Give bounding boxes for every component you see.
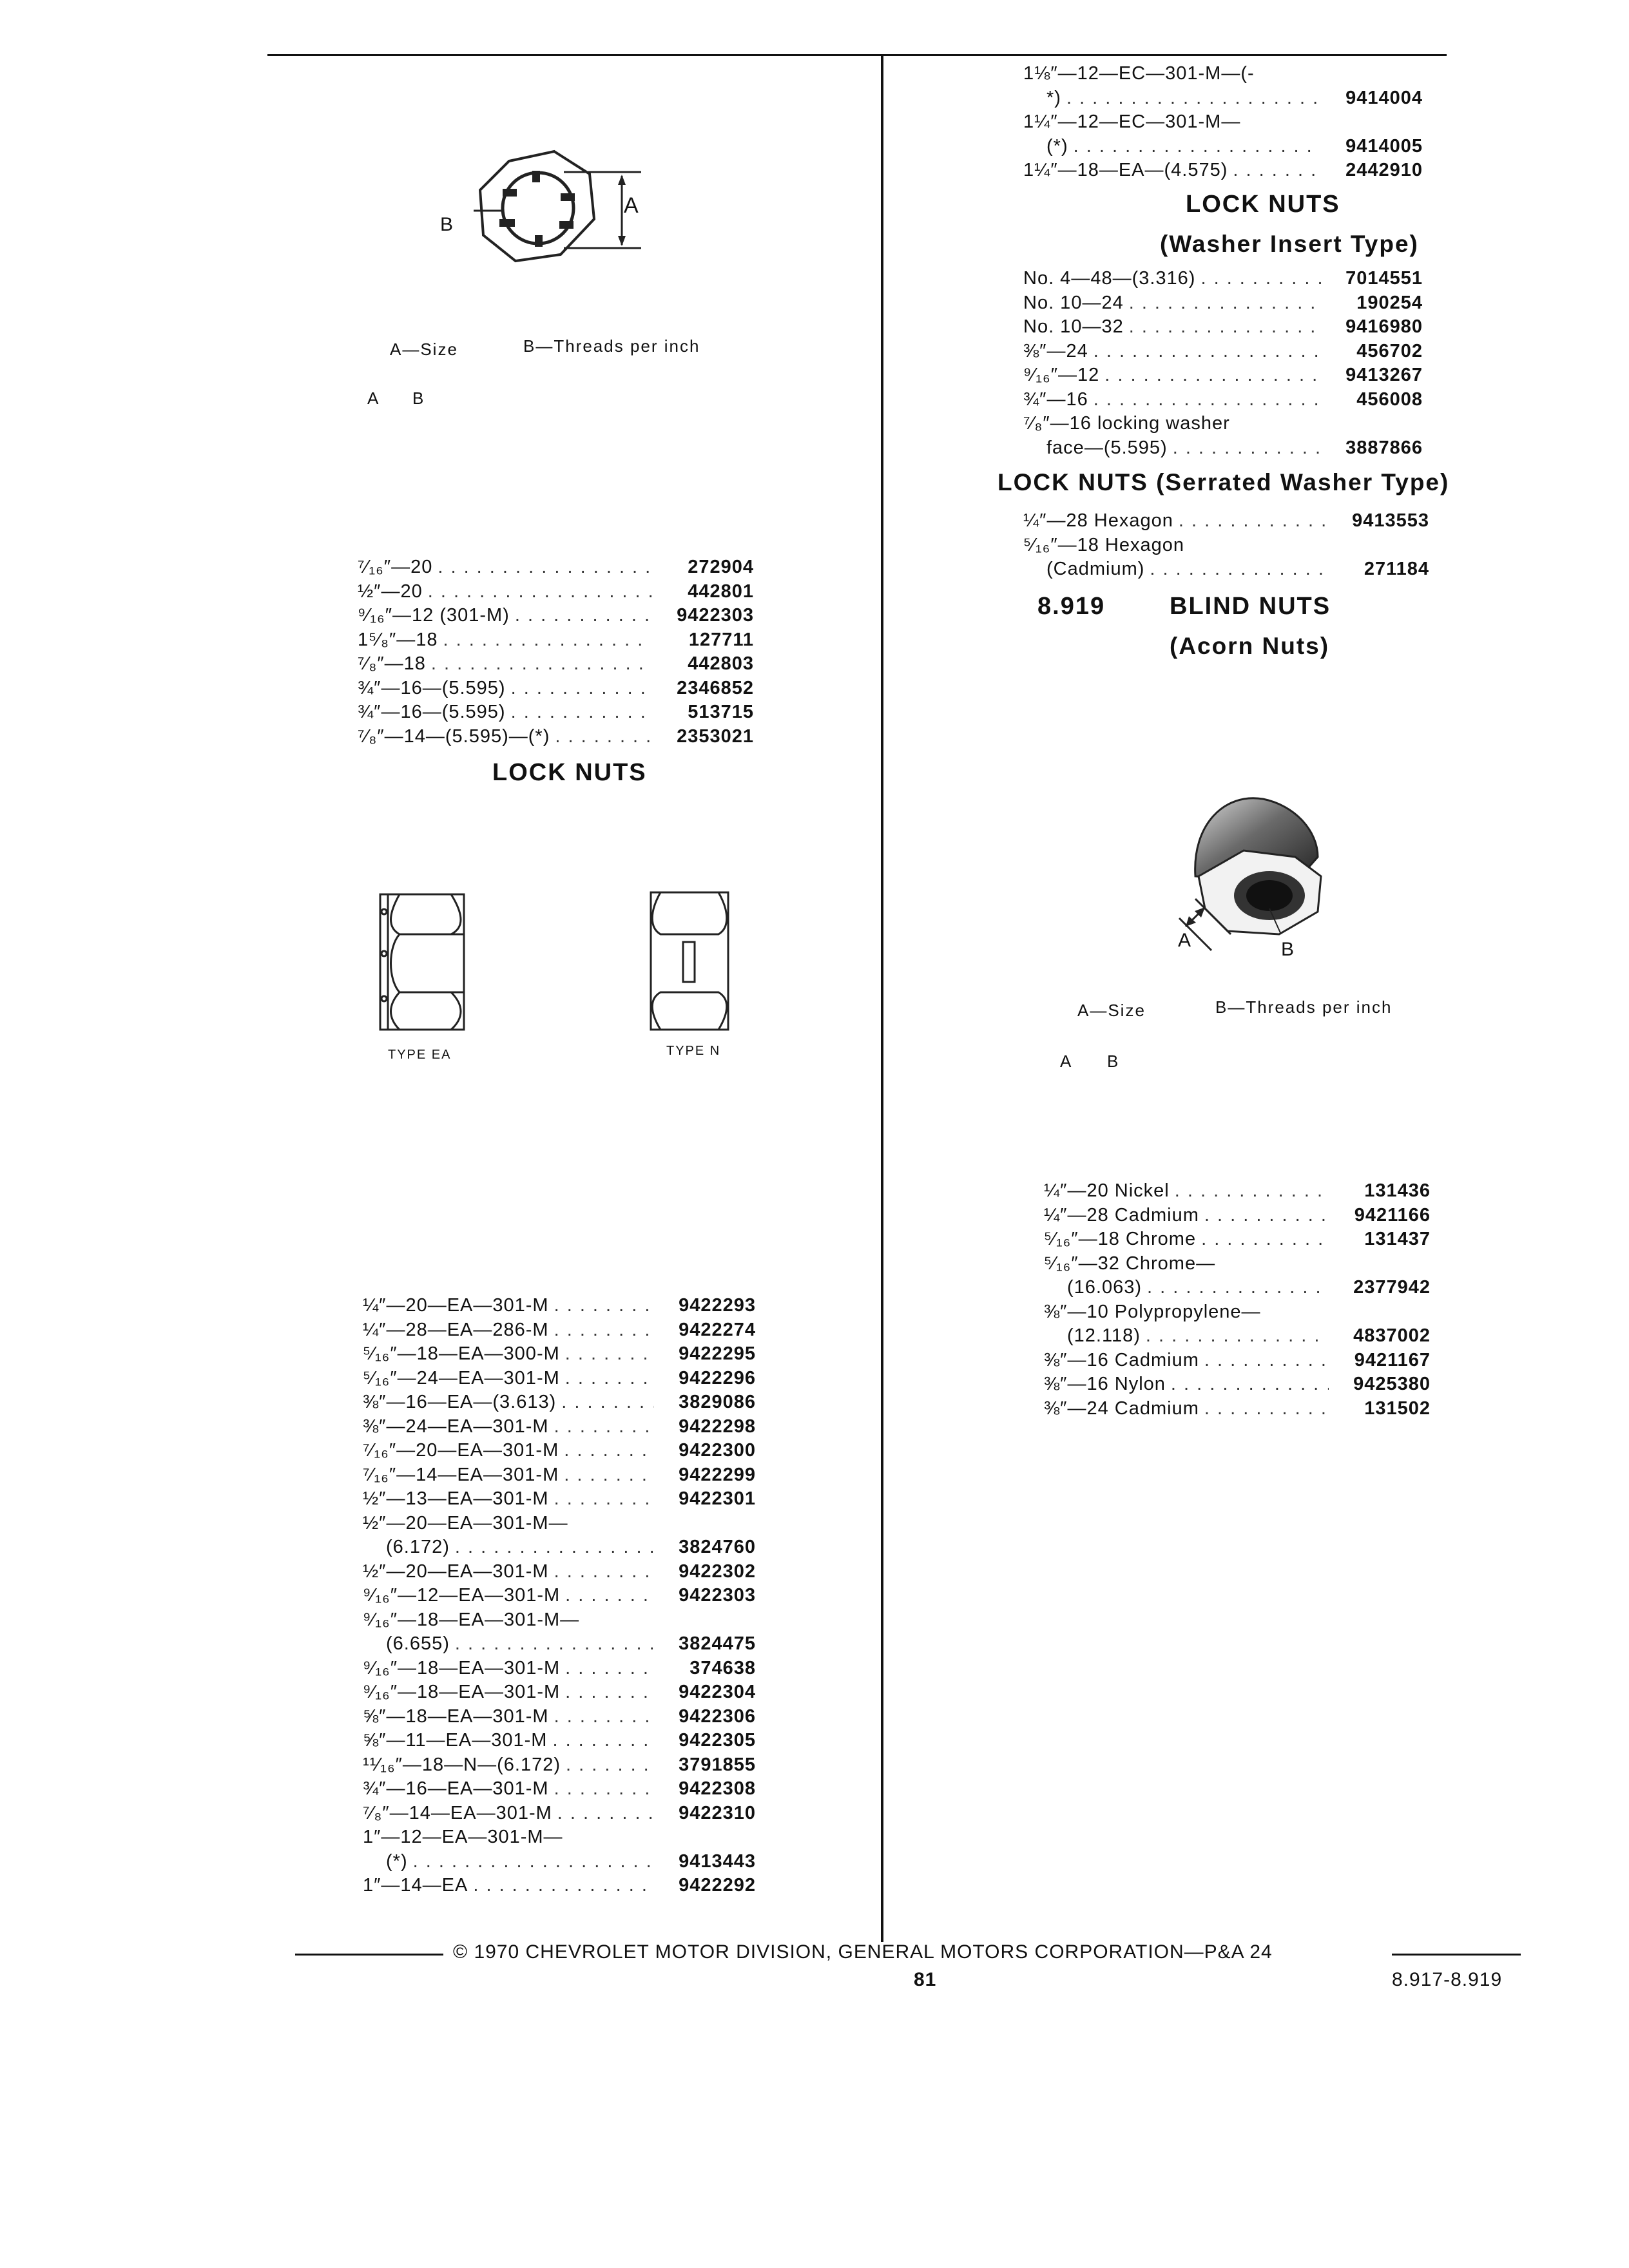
part-description: No. 10—32 bbox=[1023, 316, 1124, 337]
part-number: 190254 bbox=[1356, 292, 1423, 313]
dot-leader bbox=[473, 1874, 654, 1898]
part-number: 2442910 bbox=[1345, 160, 1423, 180]
part-number: 3887866 bbox=[1345, 437, 1423, 458]
right-list-washer-insert-row bbox=[1023, 267, 1423, 291]
part-description: ½″—20 bbox=[358, 581, 423, 602]
diagram1-label-b: B bbox=[440, 214, 455, 235]
right-list-serrated-rows bbox=[1023, 509, 1429, 582]
part-description: No. 10—24 bbox=[1023, 292, 1124, 313]
footer-page-number: 81 bbox=[914, 1969, 937, 1990]
left-list-2-row bbox=[363, 1463, 756, 1488]
part-description: 1⁵⁄₈″—18 bbox=[358, 629, 438, 650]
diagram3-label-b: B bbox=[1281, 939, 1296, 960]
dot-leader bbox=[561, 1390, 654, 1415]
right-heading-blind-nuts: BLIND NUTS bbox=[1170, 593, 1331, 620]
part-description: ⁵⁄₁₆″—32 Chrome— bbox=[1044, 1253, 1216, 1274]
part-description: ½″—13—EA—301-M bbox=[363, 1488, 549, 1509]
left-list-1-rows bbox=[358, 555, 754, 749]
left-col-b: B bbox=[412, 389, 425, 408]
part-number: 9422306 bbox=[679, 1706, 756, 1727]
part-description: ⁹⁄₁₆″—12 (301-M) bbox=[358, 605, 510, 626]
right-list-blind-row bbox=[1044, 1276, 1431, 1300]
right-heading-lock-nuts: LOCK NUTS bbox=[1186, 191, 1340, 218]
footer-section-range: 8.917-8.919 bbox=[1392, 1969, 1503, 1990]
part-number: 442801 bbox=[688, 581, 754, 602]
part-description: face—(5.595) bbox=[1046, 437, 1168, 458]
left-list-2-row bbox=[363, 1802, 756, 1826]
slotted-nut-diagram bbox=[425, 139, 657, 287]
right-list-washer-insert-row bbox=[1023, 291, 1423, 316]
part-description: ¼″—28 Cadmium bbox=[1044, 1204, 1199, 1225]
right-list-blind-row bbox=[1044, 1252, 1431, 1276]
part-number: 2353021 bbox=[677, 726, 754, 747]
right-list-blind-row bbox=[1044, 1349, 1431, 1373]
dot-leader bbox=[1066, 86, 1321, 111]
dot-leader bbox=[1233, 159, 1321, 183]
left-list-2 bbox=[363, 1294, 756, 1898]
left-list-2-row bbox=[363, 1487, 756, 1512]
dot-leader bbox=[1074, 135, 1321, 159]
part-number: 3791855 bbox=[679, 1754, 756, 1775]
dot-leader bbox=[1094, 388, 1321, 412]
dot-leader bbox=[431, 652, 652, 677]
right-list-serrated-row bbox=[1023, 557, 1429, 582]
left-list-2-row bbox=[363, 1560, 756, 1584]
left-list-1-row bbox=[358, 677, 754, 701]
dot-leader bbox=[428, 580, 652, 604]
left-list-2-row bbox=[363, 1439, 756, 1463]
part-number: 9422304 bbox=[679, 1682, 756, 1702]
dot-leader bbox=[565, 1367, 654, 1391]
part-number: 513715 bbox=[688, 702, 754, 722]
left-list-2-row bbox=[363, 1390, 756, 1415]
right-list-washer-insert-row bbox=[1023, 436, 1423, 461]
part-number: 9422305 bbox=[679, 1730, 756, 1751]
diagram1-label-a: A bbox=[624, 193, 640, 218]
dot-leader bbox=[1204, 1204, 1329, 1228]
dot-leader bbox=[455, 1632, 654, 1657]
left-list-1 bbox=[358, 555, 754, 749]
left-list-1-row bbox=[358, 725, 754, 749]
right-list-washer-insert-rows bbox=[1023, 267, 1423, 460]
part-number: 9422303 bbox=[677, 605, 754, 626]
dot-leader bbox=[1147, 1276, 1329, 1300]
right-heading-serrated: LOCK NUTS (Serrated Washer Type) bbox=[998, 469, 1450, 495]
part-description: (6.655) bbox=[386, 1633, 450, 1654]
part-number: 9413443 bbox=[679, 1850, 756, 1872]
part-number: 9413553 bbox=[1352, 510, 1429, 531]
left-list-1-row bbox=[358, 555, 754, 580]
right-list-top-row bbox=[1023, 135, 1423, 159]
dot-leader bbox=[1129, 291, 1321, 316]
right-list-blind-row bbox=[1044, 1204, 1431, 1228]
part-number: 131436 bbox=[1364, 1180, 1431, 1201]
right-list-washer-insert bbox=[1023, 267, 1423, 460]
dot-leader bbox=[1129, 315, 1321, 340]
right-list-washer-insert-row bbox=[1023, 363, 1423, 388]
right-list-top bbox=[1023, 62, 1423, 183]
left-list-2-row bbox=[363, 1415, 756, 1439]
left-list-2-row bbox=[363, 1367, 756, 1391]
part-number: 9422308 bbox=[679, 1778, 756, 1799]
part-number: 9422274 bbox=[679, 1319, 756, 1340]
part-number: 9422296 bbox=[679, 1367, 756, 1389]
part-description: ¾″—16 bbox=[1023, 389, 1088, 410]
left-list-2-row bbox=[363, 1294, 756, 1318]
part-description: ¼″—20—EA—301-M bbox=[363, 1295, 549, 1316]
part-description: ½″—20—EA—301-M bbox=[363, 1561, 549, 1582]
part-number: 2377942 bbox=[1353, 1277, 1431, 1298]
right-list-serrated bbox=[1023, 509, 1429, 582]
footer-copyright: © 1970 CHEVROLET MOTOR DIVISION, GENERAL MOTORS CORPORATION—P&A 24 bbox=[453, 1941, 1273, 1963]
part-description: ¼″—28 Hexagon bbox=[1023, 510, 1173, 531]
dot-leader bbox=[443, 628, 652, 653]
part-description: 1″—12—EA—301-M— bbox=[363, 1827, 563, 1847]
dot-leader bbox=[1204, 1397, 1329, 1421]
left-list-2-row bbox=[363, 1825, 756, 1850]
right-list-washer-insert-row bbox=[1023, 412, 1423, 436]
left-list-2-row bbox=[363, 1632, 756, 1657]
dot-leader bbox=[1179, 509, 1327, 533]
part-description: 1¼″—18—EA—(4.575) bbox=[1023, 160, 1228, 180]
footer-rule-right bbox=[1392, 1954, 1521, 1956]
right-col-a: A bbox=[1060, 1052, 1073, 1071]
left-list-1-row bbox=[358, 580, 754, 604]
part-description: ⁷⁄₈″—14—EA—301-M bbox=[363, 1802, 552, 1823]
part-description: ½″—20—EA—301-M— bbox=[363, 1512, 568, 1533]
part-number: 9422303 bbox=[679, 1585, 756, 1606]
right-list-blind-row bbox=[1044, 1227, 1431, 1252]
right-list-blind-row bbox=[1044, 1324, 1431, 1349]
right-list-blind-row bbox=[1044, 1179, 1431, 1204]
part-number: 7014551 bbox=[1345, 268, 1423, 289]
part-number: 131437 bbox=[1364, 1229, 1431, 1249]
part-number: 131502 bbox=[1364, 1398, 1431, 1419]
left-list-2-row bbox=[363, 1729, 756, 1753]
part-number: 271184 bbox=[1364, 559, 1429, 579]
part-number: 9421166 bbox=[1354, 1204, 1431, 1225]
part-description: (16.063) bbox=[1067, 1277, 1142, 1298]
part-description: ¾″—16—(5.595) bbox=[358, 702, 506, 722]
part-description: ⁷⁄₈″—16 locking washer bbox=[1023, 413, 1230, 434]
part-number: 9422300 bbox=[679, 1440, 756, 1461]
right-list-top-row bbox=[1023, 62, 1423, 86]
left-list-2-row bbox=[363, 1318, 756, 1343]
part-number: 4837002 bbox=[1353, 1325, 1431, 1346]
right-list-top-rows bbox=[1023, 62, 1423, 183]
dot-leader bbox=[564, 1463, 654, 1488]
right-list-serrated-row bbox=[1023, 509, 1429, 533]
part-number: 9414004 bbox=[1345, 87, 1423, 108]
part-description: ⅜″—24 bbox=[1023, 340, 1088, 361]
part-description: 1″—14—EA bbox=[363, 1875, 468, 1896]
part-description: ⅝″—11—EA—301-M bbox=[363, 1730, 548, 1751]
top-rule bbox=[267, 54, 1447, 56]
part-description: (12.118) bbox=[1067, 1325, 1141, 1346]
left-list-2-row bbox=[363, 1535, 756, 1560]
part-description: ⁵⁄₁₆″—18 Chrome bbox=[1044, 1229, 1197, 1249]
right-list-top-row bbox=[1023, 86, 1423, 111]
part-description: ⅜″—24 Cadmium bbox=[1044, 1398, 1199, 1419]
left-list-2-row bbox=[363, 1342, 756, 1367]
footer-rule-left bbox=[295, 1954, 443, 1956]
part-number: 9422298 bbox=[679, 1416, 756, 1437]
left-heading-lock-nuts: LOCK NUTS bbox=[492, 759, 647, 786]
part-description: No. 4—48—(3.316) bbox=[1023, 268, 1196, 289]
part-description: ⁹⁄₁₆″—18—EA—301-M bbox=[363, 1682, 561, 1702]
part-description: ⁹⁄₁₆″—12—EA—301-M bbox=[363, 1585, 561, 1606]
part-description: ⁷⁄₈″—14—(5.595)—(*) bbox=[358, 726, 550, 747]
part-description: ⁷⁄₁₆″—14—EA—301-M bbox=[363, 1464, 559, 1485]
part-number: 3824760 bbox=[679, 1537, 756, 1557]
dot-leader bbox=[1200, 267, 1321, 291]
dot-leader bbox=[1094, 340, 1321, 364]
part-description: *) bbox=[1046, 87, 1061, 108]
left-list-2-row bbox=[363, 1512, 756, 1536]
right-list-serrated-row bbox=[1023, 533, 1429, 558]
diagram1-caption-b: B—Threads per inch bbox=[523, 336, 700, 356]
left-list-2-row bbox=[363, 1584, 756, 1608]
right-col-b: B bbox=[1107, 1052, 1120, 1071]
dot-leader bbox=[511, 677, 652, 701]
part-number: 9422310 bbox=[679, 1802, 756, 1823]
diagram1-caption-a: A—Size bbox=[390, 340, 458, 359]
dot-leader bbox=[511, 700, 652, 725]
dot-leader bbox=[1175, 1179, 1329, 1204]
dot-leader bbox=[565, 1680, 654, 1705]
part-description: ⅜″—16 Cadmium bbox=[1044, 1349, 1199, 1370]
left-list-2-row bbox=[363, 1753, 756, 1778]
part-description: 1¼″—12—EC—301-M— bbox=[1023, 111, 1241, 132]
part-description: ⁷⁄₁₆″—20—EA—301-M bbox=[363, 1440, 559, 1461]
dot-leader bbox=[565, 1657, 654, 1681]
dot-leader bbox=[1201, 1227, 1329, 1252]
part-description: ¹¹⁄₁₆″—18—N—(6.172) bbox=[363, 1754, 561, 1775]
left-list-1-row bbox=[358, 652, 754, 677]
dot-leader bbox=[554, 1318, 654, 1343]
part-description: ⁵⁄₁₆″—18—EA—300-M bbox=[363, 1343, 560, 1364]
right-list-blind-row bbox=[1044, 1300, 1431, 1325]
dot-leader bbox=[455, 1535, 654, 1560]
part-description: ¼″—28—EA—286-M bbox=[363, 1319, 549, 1340]
dot-leader bbox=[1150, 557, 1327, 582]
diagram3-caption-b: B—Threads per inch bbox=[1215, 997, 1393, 1017]
left-col-a: A bbox=[367, 389, 380, 408]
part-number: 9413267 bbox=[1345, 365, 1423, 385]
part-description: ⁹⁄₁₆″—18—EA—301-M— bbox=[363, 1609, 580, 1630]
part-description: (Cadmium) bbox=[1046, 559, 1145, 579]
dot-leader bbox=[438, 555, 652, 580]
part-number: 127711 bbox=[688, 629, 754, 650]
right-subheading-acorn: (Acorn Nuts) bbox=[1170, 633, 1330, 659]
lock-nut-types-diagram bbox=[367, 883, 754, 1050]
part-description: ⁹⁄₁₆″—12 bbox=[1023, 365, 1100, 385]
left-list-1-row bbox=[358, 700, 754, 725]
part-number: 9425380 bbox=[1353, 1374, 1431, 1394]
left-list-2-rows bbox=[363, 1294, 756, 1898]
right-list-blind bbox=[1044, 1179, 1431, 1421]
part-number: 3824475 bbox=[679, 1633, 756, 1654]
part-description: (*) bbox=[386, 1850, 408, 1872]
dot-leader bbox=[565, 1342, 654, 1367]
part-description: ¾″—16—(5.595) bbox=[358, 677, 506, 698]
part-number: 456702 bbox=[1356, 340, 1423, 361]
dot-leader bbox=[1146, 1324, 1329, 1349]
part-description: ⁵⁄₁₆″—24—EA—301-M bbox=[363, 1367, 560, 1389]
dot-leader bbox=[554, 1777, 654, 1802]
part-description: ⁵⁄₁₆″—18 Hexagon bbox=[1023, 534, 1185, 555]
left-list-2-row bbox=[363, 1608, 756, 1633]
dot-leader bbox=[1171, 1372, 1329, 1397]
dot-leader bbox=[554, 1487, 654, 1512]
right-list-washer-insert-row bbox=[1023, 388, 1423, 412]
left-list-1-row bbox=[358, 604, 754, 628]
section-number: 8.919 bbox=[1037, 593, 1106, 620]
dot-leader bbox=[413, 1850, 654, 1874]
part-number: 442803 bbox=[688, 653, 754, 674]
part-description: ⁷⁄₁₆″—20 bbox=[358, 557, 433, 577]
dot-leader bbox=[515, 604, 652, 628]
dot-leader bbox=[554, 1294, 654, 1318]
part-number: 9422301 bbox=[679, 1488, 756, 1509]
part-number: 9422299 bbox=[679, 1464, 756, 1485]
dot-leader bbox=[564, 1439, 654, 1463]
part-description: (6.172) bbox=[386, 1537, 450, 1557]
dot-leader bbox=[565, 1584, 654, 1608]
part-number: 272904 bbox=[688, 557, 754, 577]
part-number: 9422293 bbox=[679, 1295, 756, 1316]
part-description: ¾″—16—EA—301-M bbox=[363, 1778, 549, 1799]
diagram3-label-a: A bbox=[1178, 930, 1193, 951]
dot-leader bbox=[554, 1415, 654, 1439]
part-description: ¼″—20 Nickel bbox=[1044, 1180, 1170, 1201]
dot-leader bbox=[552, 1729, 654, 1753]
left-list-2-row bbox=[363, 1657, 756, 1681]
left-list-2-row bbox=[363, 1874, 756, 1898]
dot-leader bbox=[557, 1802, 654, 1826]
part-number: 456008 bbox=[1356, 389, 1423, 410]
part-number: 374638 bbox=[689, 1657, 756, 1678]
part-description: ⅜″—16 Nylon bbox=[1044, 1374, 1166, 1394]
right-list-washer-insert-row bbox=[1023, 315, 1423, 340]
part-number: 2346852 bbox=[677, 677, 754, 698]
part-description: ⅜″—16—EA—(3.613) bbox=[363, 1392, 557, 1412]
right-list-blind-rows bbox=[1044, 1179, 1431, 1421]
right-list-blind-row bbox=[1044, 1397, 1431, 1421]
left-list-2-row bbox=[363, 1850, 756, 1874]
left-list-1-row bbox=[358, 628, 754, 653]
part-number: 9421167 bbox=[1354, 1349, 1431, 1370]
dot-leader bbox=[566, 1753, 654, 1778]
right-subheading-washer-insert: (Washer Insert Type) bbox=[1160, 231, 1419, 257]
part-description: ⅝″—18—EA—301-M bbox=[363, 1706, 549, 1727]
type-n-label: TYPE N bbox=[666, 1044, 721, 1058]
dot-leader bbox=[1173, 436, 1321, 461]
part-description: (*) bbox=[1046, 135, 1068, 157]
right-list-blind-row bbox=[1044, 1372, 1431, 1397]
part-description: ⁷⁄₈″—18 bbox=[358, 653, 426, 674]
part-description: 1⅛″—12—EC—301-M—(- bbox=[1023, 63, 1255, 84]
part-number: 9416980 bbox=[1345, 316, 1423, 337]
dot-leader bbox=[554, 1705, 654, 1729]
right-list-top-row bbox=[1023, 110, 1423, 135]
part-number: 9422295 bbox=[679, 1343, 756, 1364]
part-description: ⅜″—24—EA—301-M bbox=[363, 1416, 549, 1437]
part-description: ⁹⁄₁₆″—18—EA—301-M bbox=[363, 1657, 561, 1678]
acorn-nut-diagram bbox=[1166, 780, 1340, 973]
part-number: 9422292 bbox=[679, 1875, 756, 1896]
left-list-2-row bbox=[363, 1680, 756, 1705]
column-divider bbox=[881, 54, 883, 1942]
dot-leader bbox=[555, 725, 652, 749]
part-number: 9414005 bbox=[1345, 135, 1423, 157]
part-description: ⅜″—10 Polypropylene— bbox=[1044, 1301, 1261, 1322]
dot-leader bbox=[554, 1560, 654, 1584]
diagram3-caption-a: A—Size bbox=[1077, 1001, 1146, 1020]
dot-leader bbox=[1204, 1349, 1329, 1373]
right-list-top-row bbox=[1023, 159, 1423, 183]
type-ea-label: TYPE EA bbox=[388, 1048, 452, 1062]
left-list-2-row bbox=[363, 1705, 756, 1729]
part-number: 3829086 bbox=[679, 1392, 756, 1412]
dot-leader bbox=[1104, 363, 1321, 388]
right-list-washer-insert-row bbox=[1023, 340, 1423, 364]
part-number: 9422302 bbox=[679, 1561, 756, 1582]
left-list-2-row bbox=[363, 1777, 756, 1802]
